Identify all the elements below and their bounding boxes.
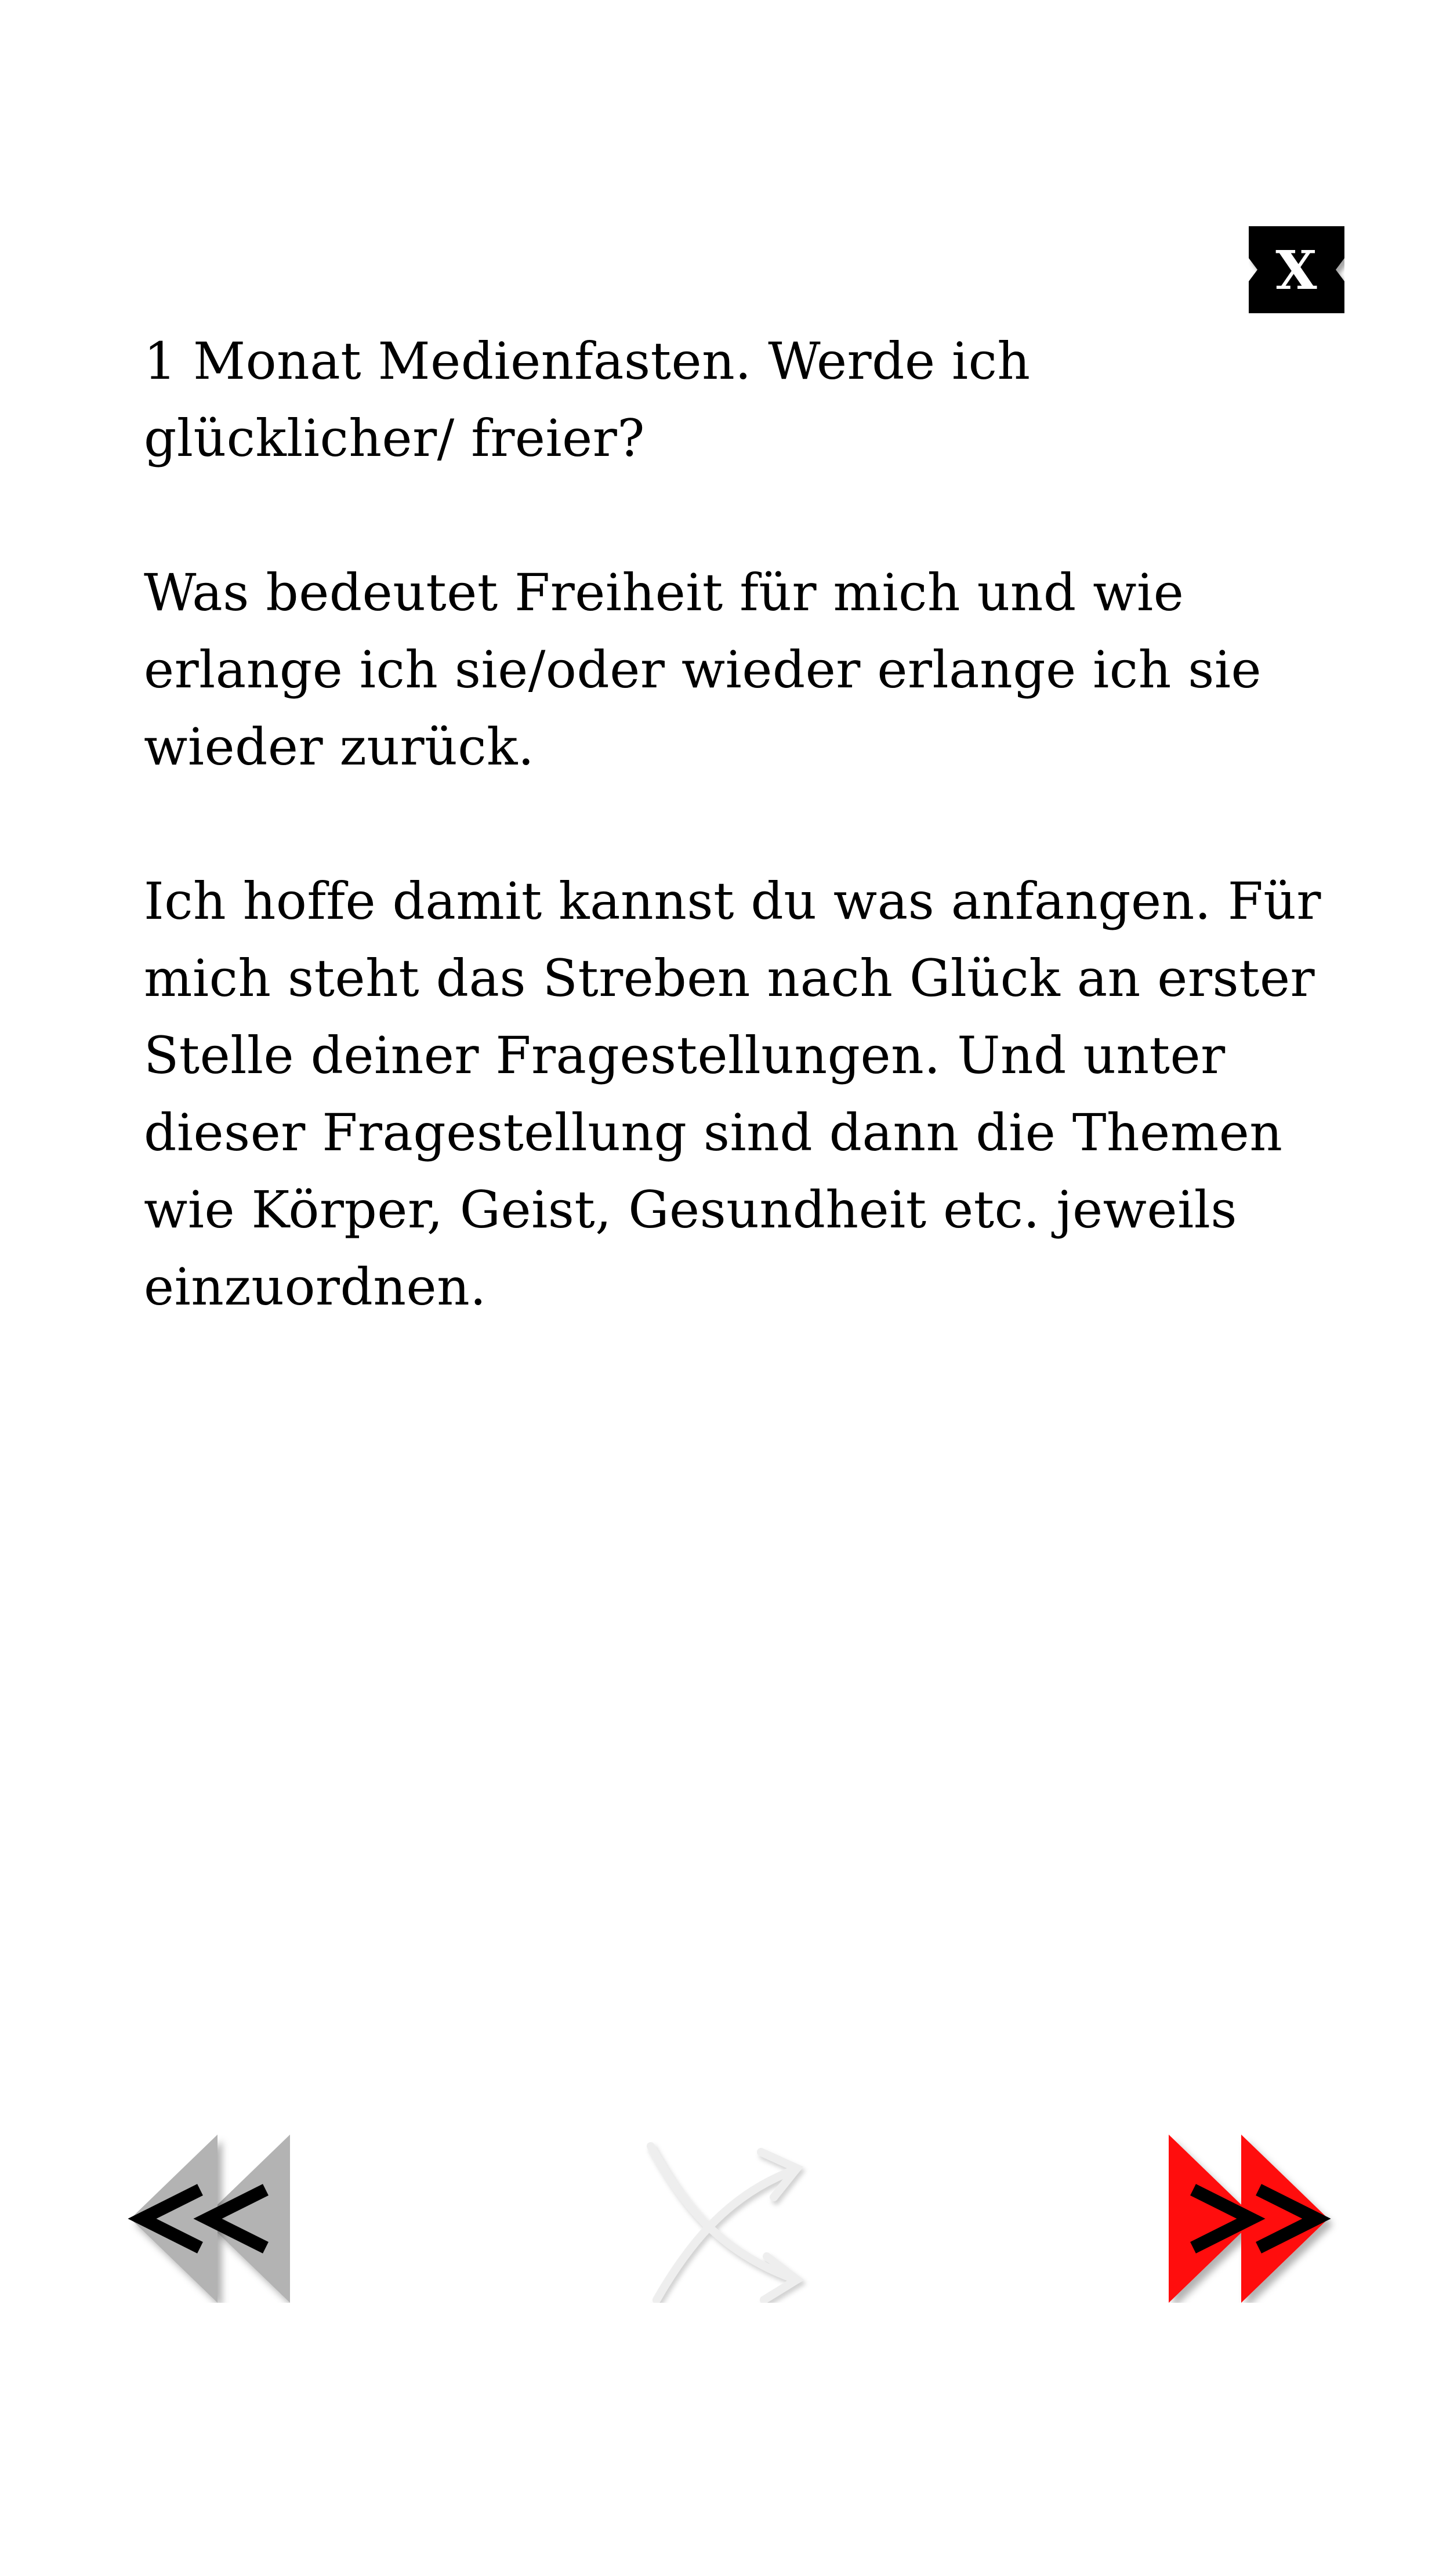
shuffle-button[interactable]: [645, 2135, 819, 2303]
paragraph-1: 1 Monat Medienfasten. Werde ich glücklicher/ freier?: [144, 331, 1031, 468]
double-chevron-right-icon: [1169, 2135, 1343, 2303]
close-button[interactable]: [1249, 226, 1344, 313]
double-chevron-left-icon: [116, 2135, 290, 2303]
previous-button[interactable]: [116, 2135, 290, 2303]
message-content: [144, 323, 1333, 1403]
next-button[interactable]: [1169, 2135, 1343, 2303]
paragraph-2: Was bedeutet Freiheit für mich und wie erlange ich sie/oder wieder erlange ich sie wieder zurück.: [144, 563, 1262, 777]
close-icon: [1249, 226, 1344, 313]
close-label: X: [1275, 239, 1317, 302]
shuffle-icon: [645, 2135, 819, 2303]
paragraph-3: Ich hoffe damit kannst du was anfangen. Für mich steht das Streben nach Glück an erster Stelle deiner Fragestellungen. Und unter dieser Fragestellung sind dann die Themen wie Körper, Geist, Gesundheit etc. jeweils einzuordnen.: [144, 871, 1321, 1317]
